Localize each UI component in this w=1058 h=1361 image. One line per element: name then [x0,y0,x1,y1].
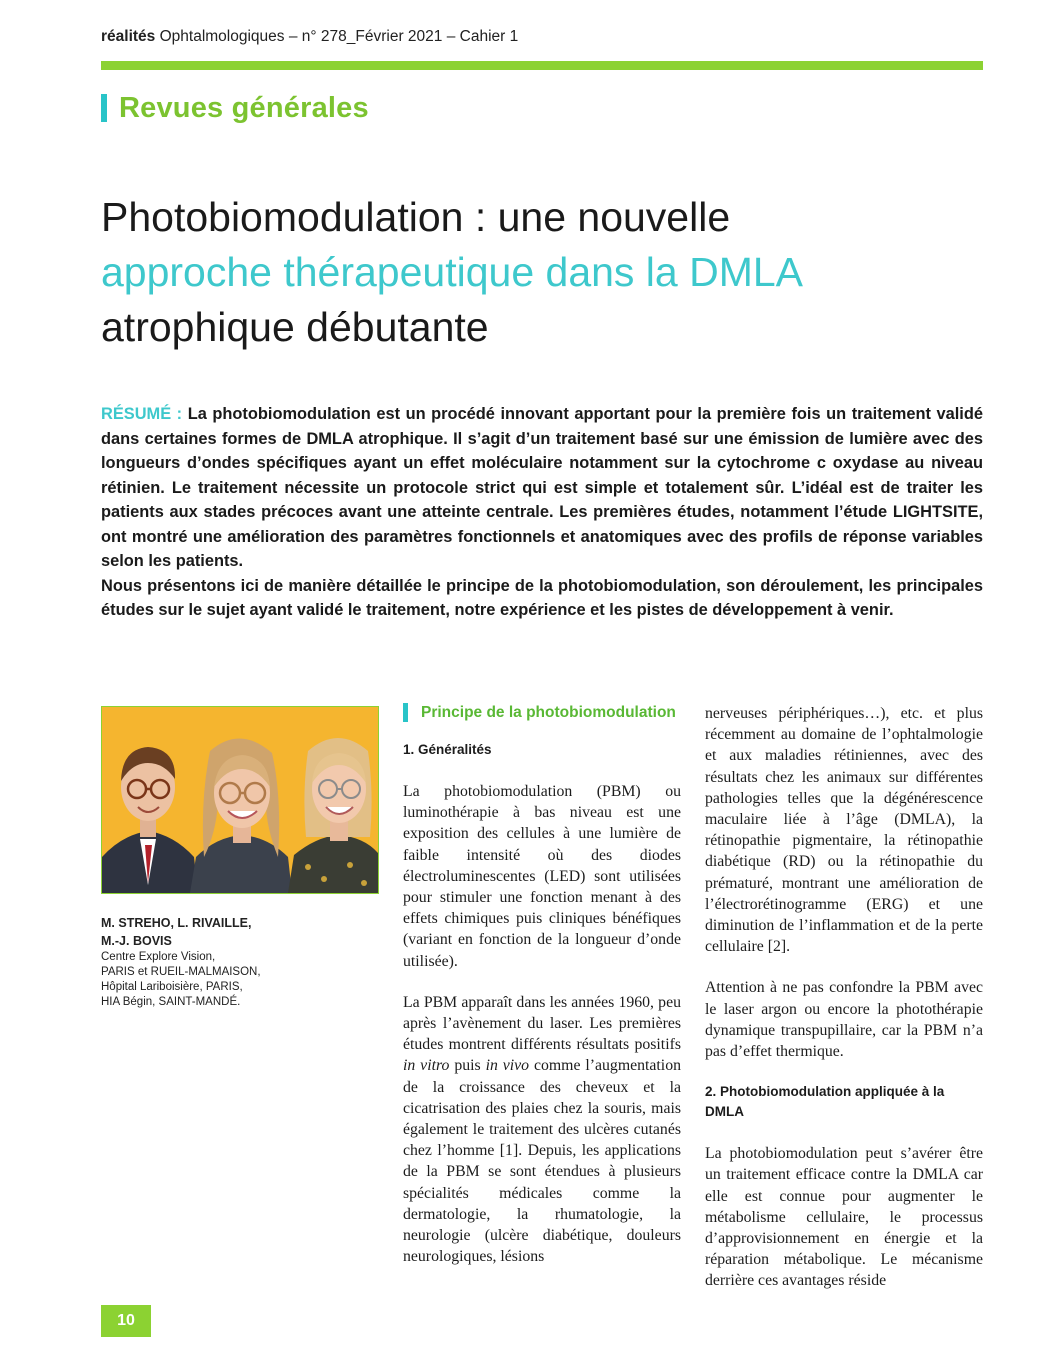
section-label: Revues générales [119,91,369,124]
running-header [101,28,518,46]
abstract [101,402,983,623]
authors-photo [101,706,379,894]
abstract-para-1 [101,402,983,574]
title-line-1: Photobiomodulation : une nouvelle [101,194,731,240]
authors-portrait-illustration [102,707,378,893]
brand-name: réalités [101,28,156,45]
p2-text-a: La PBM apparaît dans les années 1960, peu après l’avènement du laser. Les premières études montrent différents résultats positifs [403,993,681,1054]
title-line-3: atrophique débutante [101,304,489,350]
article-title [101,190,981,355]
body-heading-marker [403,703,408,722]
affiliation-4: HIA Bégin, SAINT-MANDÉ. [101,996,241,1008]
abstract-para-2: Nous présentons ici de manière détaillée le principe de la photobiomodulation, son déroulement, les principales études sur le sujet ayant validé le traitement, notre expérience et les pistes de développement à venir. [101,576,983,619]
affiliation-2: PARIS et RUEIL-MALMAISON, [101,966,261,978]
p2-text-b: puis [449,1057,486,1075]
page-number: 10 [101,1305,151,1337]
journal-issue: Ophtalmologiques – n° 278_Février 2021 – Cahier 1 [155,28,519,45]
body-para-2-end: nerveuses périphériques…), etc. et plus récemment au domaine de l’ophtalmologie et aux maladies rétiniennes, avec des résultats chez les animaux sur différentes pathologies telles que la dégénérescence maculaire liée à l’âge (DMLA), la rétinopathie pigmentaire, la rétinopathie diabétique (RD) ou la rétinopathie du prématuré, montrant une amélioration de l’électrorétinogramme (ERG) et une diminution de l’inflammation et de la perte cellulaire [2]. [705,705,983,956]
section-marker [101,94,107,122]
body-column-1 [403,703,681,1267]
subheading-pbm-dmla: 2. Photobiomodulation appliquée à la DMLA [705,1084,945,1120]
p2-italic-2: in vivo [485,1057,530,1075]
p2-italic-1: in vitro [403,1057,450,1075]
author-names [101,914,321,950]
section-heading [101,92,369,124]
title-line-2: approche thérapeutique dans la DMLA [101,249,804,295]
affiliation-1: Centre Explore Vision, [101,951,216,963]
body-column-2 [705,703,983,1292]
body-para-2-start [403,992,681,1268]
header-rule [101,61,983,70]
author-block [101,914,321,1010]
body-para-4: La photobiomodulation peut s’avérer être un traitement efficace contre la DMLA car elle est connue pour augmenter le métabolisme cellulaire, le processus d’approvisionnement en énergie et la réparation métabolique. Le mécanisme derrière ces avantages réside [705,1145,983,1290]
body-heading-text: Principe de la photobiomodulation [421,704,676,721]
body-para-3: Attention à ne pas confondre la PBM avec le laser argon ou encore la photothérapie dynamique transpupillaire, car la PBM n’a pas d’effet thermique. [705,979,983,1061]
abstract-label: RÉSUMÉ : [101,405,188,423]
author-names-line-1: M. STREHO, L. RIVAILLE, [101,916,252,930]
affiliation-3: Hôpital Lariboisière, PARIS, [101,981,243,993]
p2-text-c: comme l’augmentation de la croissance des cheveux et la cicatrisation des plaies chez la souris, mais également le traitement des ulcères cutanés chez l’homme [1]. Depuis, les applications de la PBM se sont étendues à plusieurs spécialités médicales comme la dermatologie, la rhumatologie, la neurologie (ulcère diabétique, douleurs neurologiques, lésions [403,1057,681,1266]
body-para-1: La photobiomodulation (PBM) ou luminothérapie à bas niveau est une exposition des cellules à une lumière de faible intensité où des diodes électroluminescentes (LED) sont utilisées pour stimuler une fonction menant à des effets chimiques puis cliniques bénéfiques (variant en fonction de la longueur d’onde utilisée). [403,783,681,970]
subheading-generalites: 1. Généralités [403,742,492,757]
abstract-text-1: La photobiomodulation est un procédé innovant apportant pour la première fois un traitement validé dans certaines formes de DMLA atrophique. Il s’agit d’un traitement basé sur une émission de lumière avec des longueurs d’ondes spécifiques ayant un effet moléculaire notamment sur la cytochrome c oxydase au niveau rétinien. Le traitement nécessite un protocole strict qui est simple et totalement sûr. L’idéal est de traiter les patients aux stades précoces avant une atteinte centrale. Les premières études, notamment l’étude LIGHTSITE, ont montré une amélioration des paramètres fonctionnels et anatomiques avec des profils de réponse variables selon les patients. [101,405,983,570]
author-names-line-2: M.-J. BOVIS [101,934,172,948]
body-heading [403,703,681,722]
